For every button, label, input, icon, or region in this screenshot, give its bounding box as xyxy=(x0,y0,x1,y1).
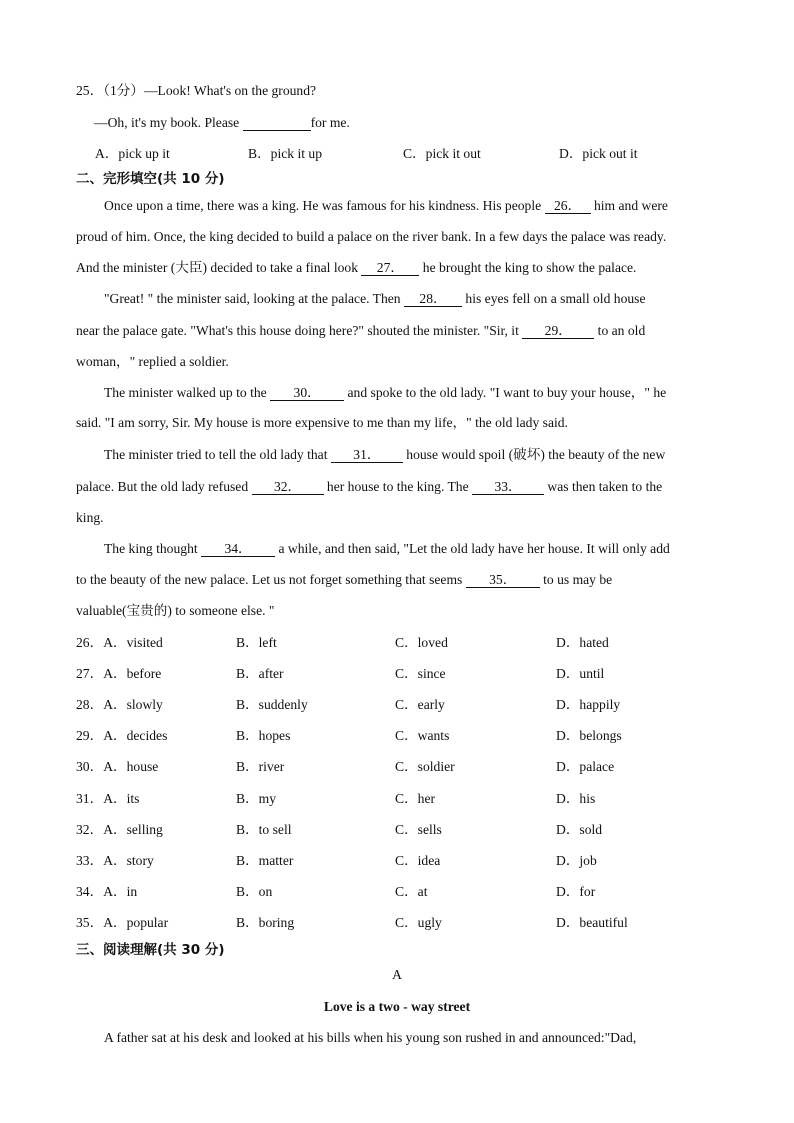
q25-option-b: B．pick it up xyxy=(248,146,323,161)
section2-title: 二、完形填空(共 10 分) xyxy=(76,171,225,187)
blank-31: 31． xyxy=(331,447,403,463)
blank-28: 28． xyxy=(404,291,462,307)
passage-line-6: woman，" replied a soldier. xyxy=(76,354,229,369)
blank-26: 26． xyxy=(545,198,591,214)
passage-line-4: "Great! " the minister said, looking at the palace. Then 28． his eyes fell on a small old house xyxy=(104,291,646,306)
question-option-a: 32．A．selling xyxy=(76,822,163,837)
blank-30: 30． xyxy=(270,385,344,401)
question-option-b: B．hopes xyxy=(236,728,291,743)
section3-title: 三、阅读理解(共 30 分) xyxy=(76,942,225,958)
question-option-d: D．his xyxy=(556,791,596,806)
article-title: Love is a two - way street xyxy=(323,999,471,1014)
blank-32: 32． xyxy=(252,479,324,495)
question-option-b: B．matter xyxy=(236,853,294,868)
question-option-a: 28．A．slowly xyxy=(76,697,163,712)
question-option-d: D．hated xyxy=(556,635,609,650)
passage-line-14: valuable(宝贵的) to someone else. " xyxy=(76,603,275,618)
blank-34: 34． xyxy=(201,541,275,557)
q25-stem: 25．（1分）—Look! What's on the ground? xyxy=(76,83,317,98)
question-option-a: 34．A．in xyxy=(76,884,138,899)
article-first-line: A father sat at his desk and looked at his bills when his young son rushed in and announced:"Dad, xyxy=(104,1030,637,1045)
question-option-b: B．river xyxy=(236,759,285,774)
q25-option-a: A．pick up it xyxy=(95,146,170,161)
blank-35: 35． xyxy=(466,572,540,588)
passage-line-10: palace. But the old lady refused 32． her house to the king. The 33． was then taken to the xyxy=(76,479,663,494)
blank-29: 29． xyxy=(522,323,594,339)
question-option-d: D．sold xyxy=(556,822,603,837)
question-option-d: D．belongs xyxy=(556,728,622,743)
reading-part-label: A xyxy=(392,967,402,982)
question-option-b: B．boring xyxy=(236,915,295,930)
passage-line-9: The minister tried to tell the old lady that 31． house would spoil (破坏) the beauty of the new xyxy=(104,447,666,462)
question-option-c: C．at xyxy=(395,884,428,899)
q25-reply xyxy=(94,114,350,132)
question-option-d: D．until xyxy=(556,666,605,681)
question-option-d: D．happily xyxy=(556,697,621,712)
question-option-a: 33．A．story xyxy=(76,853,154,868)
question-option-b: B．suddenly xyxy=(236,697,308,712)
q25-blank xyxy=(243,115,311,131)
blank-27: 27． xyxy=(361,260,419,276)
passage-line-3: And the minister (大臣) decided to take a final look 27． he brought the king to show the palace. xyxy=(76,260,637,275)
question-option-d: D．beautiful xyxy=(556,915,628,930)
question-option-b: B．after xyxy=(236,666,284,681)
passage-line-2: proud of him. Once, the king decided to build a palace on the river bank. In a few days the palace was ready. xyxy=(76,229,667,244)
passage-line-5: near the palace gate. "What's this house doing here?" shouted the minister. "Sir, it 29． to an old xyxy=(76,323,646,338)
question-option-d: D．job xyxy=(556,853,597,868)
passage-line-1: Once upon a time, there was a king. He was famous for his kindness. His people 26． him and were xyxy=(104,198,668,213)
question-option-a: 35．A．popular xyxy=(76,915,169,930)
question-option-a: 31．A．its xyxy=(76,791,140,806)
question-option-b: B．left xyxy=(236,635,277,650)
q25-reply-post: for me. xyxy=(310,115,350,130)
question-option-c: C．sells xyxy=(395,822,442,837)
question-option-c: C．idea xyxy=(395,853,441,868)
passage-line-7: The minister walked up to the 30． and spoke to the old lady. "I want to buy your house，" he xyxy=(104,385,667,400)
question-option-c: C．soldier xyxy=(395,759,455,774)
passage-line-13: to the beauty of the new palace. Let us not forget something that seems 35． to us may be xyxy=(76,572,613,587)
question-option-c: C．wants xyxy=(395,728,450,743)
question-option-b: B．my xyxy=(236,791,277,806)
q25-reply-pre: —Oh, it's my book. Please xyxy=(94,115,243,130)
question-option-a: 29．A．decides xyxy=(76,728,168,743)
q25-option-c: C．pick it out xyxy=(403,146,481,161)
question-option-c: C．early xyxy=(395,697,445,712)
question-option-c: C．her xyxy=(395,791,436,806)
question-option-a: 30．A．house xyxy=(76,759,159,774)
passage-line-12: The king thought 34． a while, and then said, "Let the old lady have her house. It will only add xyxy=(104,541,670,556)
passage-line-11: king. xyxy=(76,510,104,525)
question-option-a: 26．A．visited xyxy=(76,635,163,650)
question-option-d: D．palace xyxy=(556,759,615,774)
question-option-d: D．for xyxy=(556,884,596,899)
question-option-b: B．to sell xyxy=(236,822,292,837)
question-option-c: C．since xyxy=(395,666,446,681)
blank-33: 33． xyxy=(472,479,544,495)
q25-option-d: D．pick out it xyxy=(559,146,638,161)
question-option-a: 27．A．before xyxy=(76,666,162,681)
question-option-b: B．on xyxy=(236,884,273,899)
passage-line-8: said. "I am sorry, Sir. My house is more expensive to me than my life，" the old lady said. xyxy=(76,415,568,430)
question-option-c: C．loved xyxy=(395,635,448,650)
question-option-c: C．ugly xyxy=(395,915,442,930)
